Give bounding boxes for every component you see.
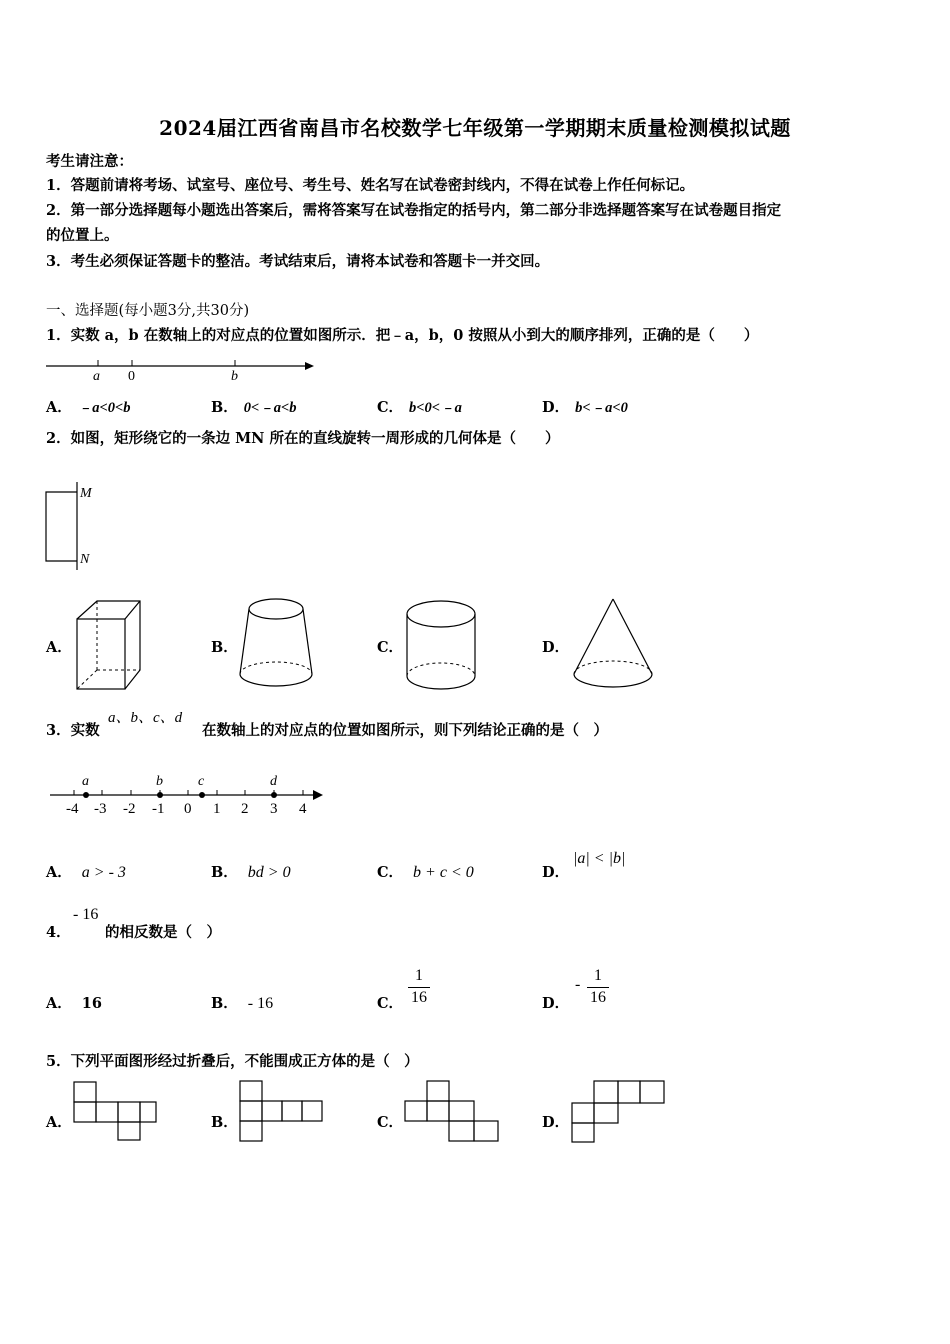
question-2-stem: 2．如图，矩形绕它的一条边 MN 所在的直线旋转一周形成的几何体是（ ） [46, 430, 560, 447]
question-5-stem: 5．下列平面图形经过折叠后，不能围成正方体的是（ ） [46, 1053, 419, 1070]
q5-option-a-label[interactable]: A． [46, 1114, 72, 1131]
q2-option-b-label[interactable]: B． [211, 639, 238, 656]
q3-tick-label: -1 [152, 801, 165, 817]
q4-option-a[interactable]: A． 16 [46, 995, 102, 1012]
q3-point-label-b: b [156, 774, 163, 789]
notice-item: 的位置上。 [46, 227, 119, 244]
q4-option-b[interactable]: B． - 16 [211, 995, 274, 1012]
q4-option-c-label[interactable]: C． [377, 995, 404, 1012]
q3-point-label-a: a [82, 774, 89, 789]
question-3-vars: a、b、c、d [108, 710, 183, 726]
q3-tick-label: -4 [66, 801, 79, 817]
q1-option-b[interactable]: B． 0<﹣a<b [211, 399, 297, 416]
q3-tick-label: 0 [184, 801, 192, 817]
q3-tick-label: 1 [213, 801, 221, 817]
q4-option-d-label[interactable]: D． [542, 995, 570, 1012]
question-3-stem-prefix: 3．实数 [46, 722, 100, 739]
q1-option-c[interactable]: C． b<0<﹣a [377, 399, 462, 416]
q3-option-d-label[interactable]: D． [542, 864, 570, 881]
cube-net-a [70, 1080, 160, 1144]
q1-option-d[interactable]: D． b<﹣a<0 [542, 399, 628, 416]
notice-item: 1．答题前请将考场、试室号、座位号、考生号、姓名写在试卷密封线内，不得在试卷上作任何标记。 [46, 177, 695, 194]
notice-item: 3．考生必须保证答题卡的整洁。考试结束后，请将本试卷和答题卡一并交回。 [46, 253, 550, 270]
frustum-figure [236, 596, 316, 692]
label-m: M [80, 486, 92, 501]
q3-tick-label: 4 [299, 801, 307, 817]
q1-axis-label-b: b [231, 369, 238, 384]
cube-net-d [568, 1078, 668, 1144]
q3-tick-label: 3 [270, 801, 278, 817]
question-4-value: - 16 [73, 906, 99, 923]
fraction-denominator: 16 [408, 987, 430, 1008]
q3-number-line [44, 768, 329, 820]
notice-item: 2．第一部分选择题每小题选出答案后，需将答案写在试卷指定的括号内，第二部分非选择题答案写在试卷题目指定 [46, 202, 782, 219]
q2-rectangle-figure [44, 478, 114, 570]
q4-option-d-sign: - [575, 976, 581, 993]
q3-point-label-d: d [270, 774, 277, 789]
q1-number-line [44, 355, 319, 385]
q2-option-a-label[interactable]: A． [46, 639, 72, 656]
q1-option-a[interactable]: A． ﹣a<0<b [46, 399, 131, 416]
fraction-denominator: 16 [587, 987, 609, 1008]
q5-option-b-label[interactable]: B． [211, 1114, 238, 1131]
fraction-numerator: 1 [415, 967, 423, 984]
cube-net-c [402, 1078, 502, 1144]
q4-option-c-fraction [408, 966, 430, 1008]
q3-option-b[interactable]: B． bd > 0 [211, 864, 291, 881]
cube-net-b [236, 1078, 326, 1144]
question-1-stem: 1．实数 a，b 在数轴上的对应点的位置如图所示．把﹣a，b，0 按照从小到大的顺序排列，正确的是（ ） [46, 327, 759, 344]
q3-option-a[interactable]: A． a > - 3 [46, 864, 126, 881]
label-n: N [80, 552, 90, 567]
q3-tick-label: -2 [123, 801, 136, 817]
notice-heading: 考生请注意： [46, 153, 133, 170]
q5-option-c-label[interactable]: C． [377, 1114, 404, 1131]
q2-option-c-label[interactable]: C． [377, 639, 404, 656]
q2-option-d-label[interactable]: D． [542, 639, 570, 656]
q3-option-c[interactable]: C． b + c < 0 [377, 864, 474, 881]
rectangular-prism-figure [74, 598, 144, 692]
cylinder-figure [404, 598, 480, 692]
q1-axis-label-a: a [93, 369, 100, 384]
q3-tick-label: -3 [94, 801, 107, 817]
q3-point-label-c: c [198, 774, 205, 789]
q5-option-d-label[interactable]: D． [542, 1114, 570, 1131]
question-4-stem: 的相反数是（ ） [105, 924, 221, 941]
q3-option-d-math: |a| < |b| [573, 850, 626, 867]
question-4-number: 4． [46, 924, 71, 941]
fraction-numerator: 1 [594, 967, 602, 984]
section-heading: 一、选择题(每小题3分,共30分) [46, 303, 250, 319]
q3-tick-label: 2 [241, 801, 249, 817]
question-3-stem-suffix: 在数轴上的对应点的位置如图所示，则下列结论正确的是（ ） [202, 722, 608, 739]
page-title: 2024届江西省南昌市名校数学七年级第一学期期末质量检测模拟试题 [159, 116, 791, 140]
q4-option-d-fraction [587, 966, 609, 1008]
cone-figure [570, 596, 658, 692]
q1-axis-label-0: 0 [128, 369, 135, 384]
